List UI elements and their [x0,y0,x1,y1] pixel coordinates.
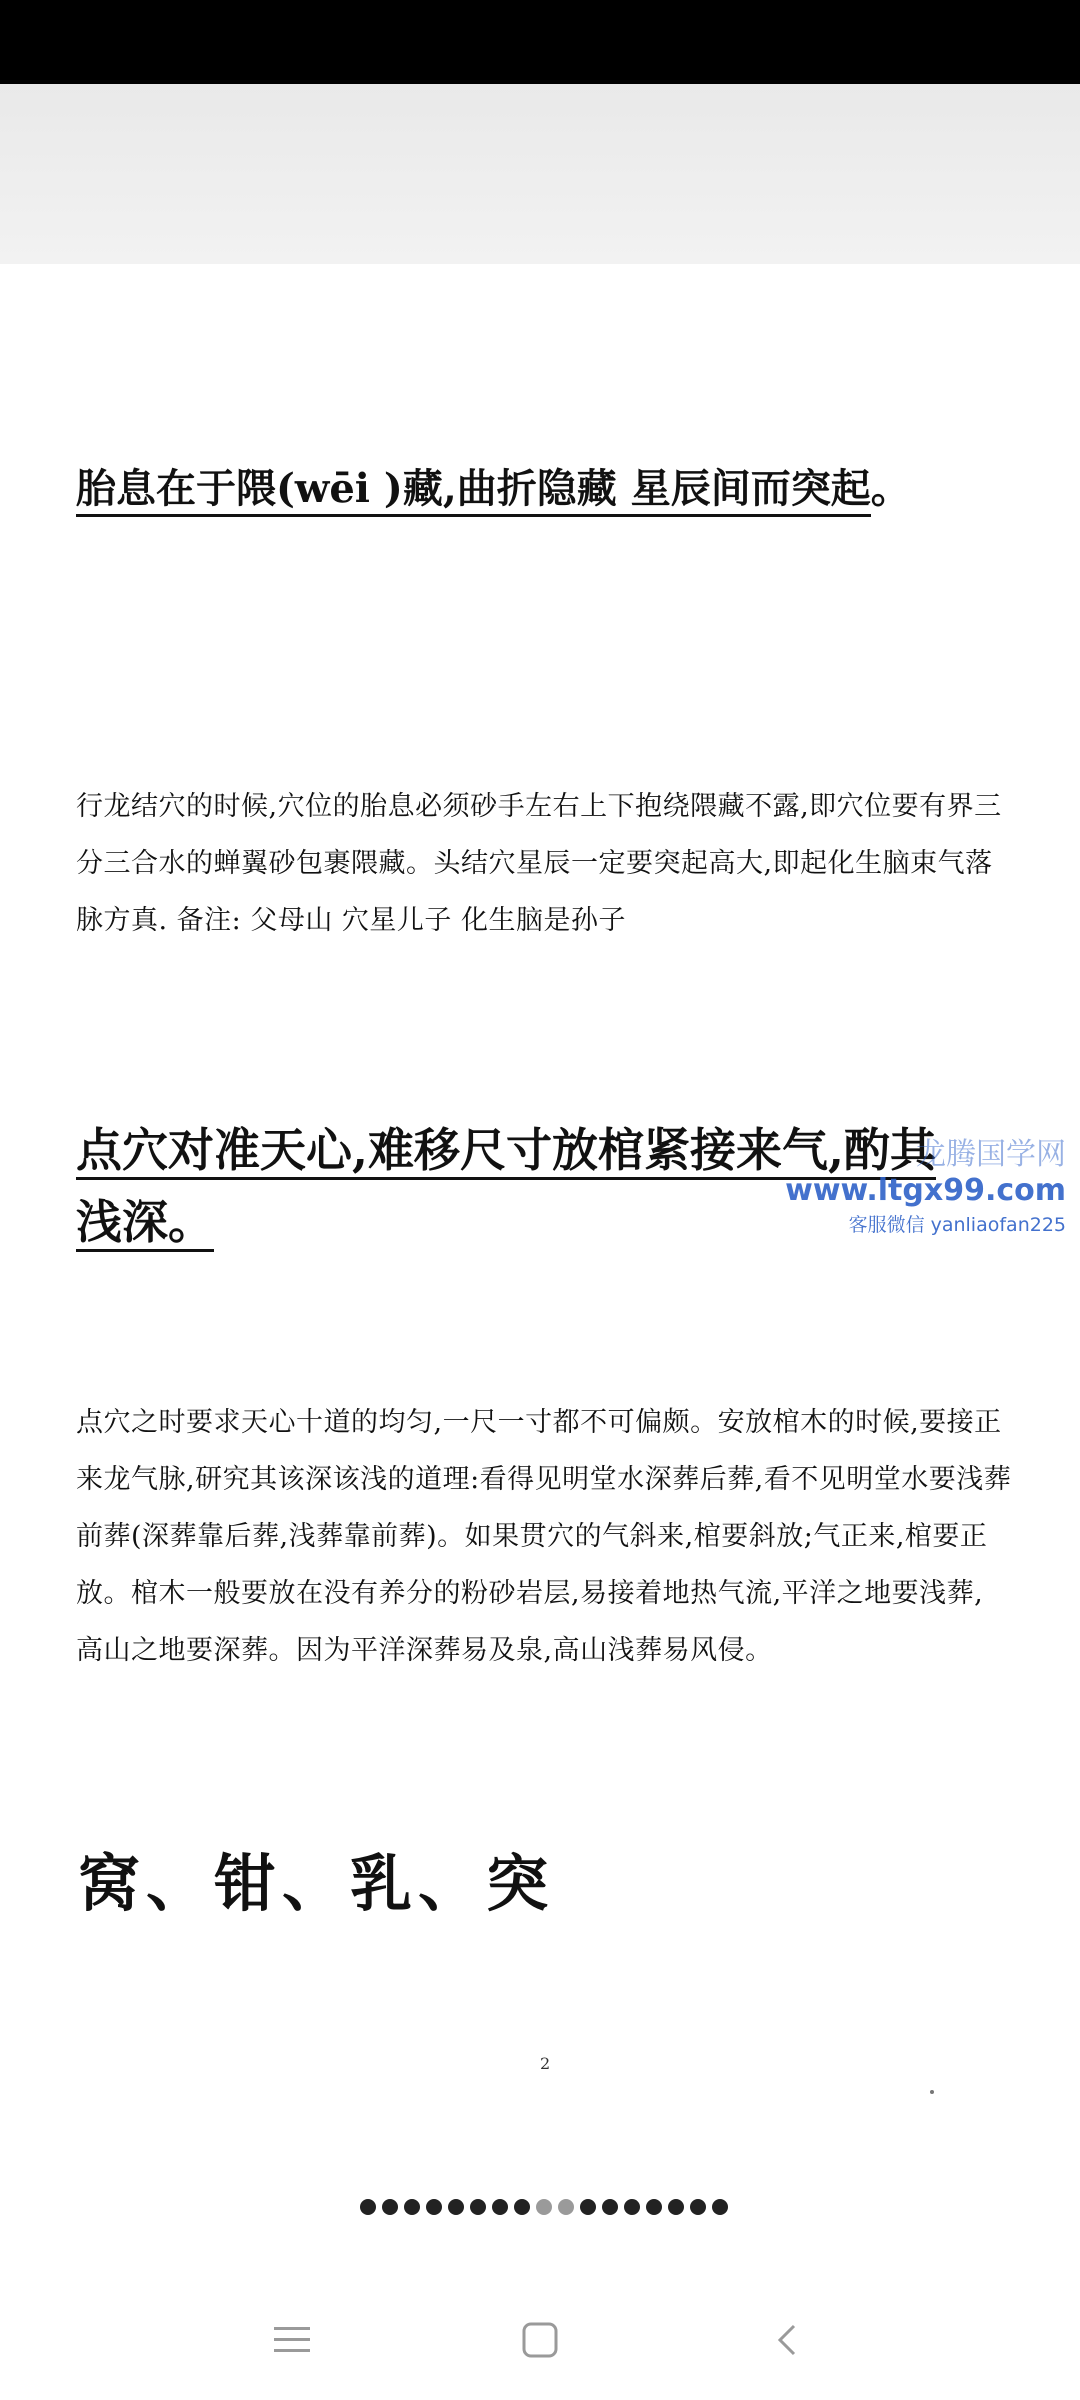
page-dot[interactable] [646,2199,662,2215]
page-dot[interactable] [558,2199,574,2215]
page-dot[interactable] [668,2199,684,2215]
heading-four-forms: 窝、钳、乳、突 [78,1847,555,1920]
back-chevron-icon[interactable] [758,2310,818,2370]
page-dot[interactable] [514,2199,530,2215]
paragraph-dragon-cave: 行龙结穴的时候,穴位的胎息必须砂手左右上下抱绕隈藏不露,即穴位要有界三分三合水的蝉翼砂包裹隈藏。头结穴星辰一定要突起高大,即起化生脑束气落脉方真. 备注: 父母山 穴星儿子 化生脑是孙子 [76,791,1002,936]
page-dot[interactable] [492,2199,508,2215]
page-dot[interactable] [448,2199,464,2215]
top-toolbar-area [0,84,1080,264]
watermark-title: 龙腾国学网 [916,1137,1066,1172]
page-dot[interactable] [602,2199,618,2215]
scan-speck [930,2090,934,2094]
page-dot[interactable] [470,2199,486,2215]
page-dot[interactable] [536,2199,552,2215]
page-dot[interactable] [624,2199,640,2215]
page-dot[interactable] [382,2199,398,2215]
page-dot[interactable] [580,2199,596,2215]
page-dot[interactable] [690,2199,706,2215]
heading-fetal-breath [76,464,976,514]
menu-icon[interactable] [262,2310,322,2370]
page-number: 2 [540,2054,551,2073]
paragraph-burial-depth: 点穴之时要求天心十道的均匀,一尺一寸都不可偏颇。安放棺木的时候,要接正来龙气脉,研究其该深该浅的道理:看得见明堂水深葬后葬,看不见明堂水要浅葬前葬(深葬靠后葬,浅葬靠前葬)。如果贯穴的气斜来,棺要斜放;气正来,棺要正放。棺木一般要放在没有养分的粉砂岩层,易接着地热气流,平洋之地要浅葬, 高山之地要深葬。因为平洋深葬易及泉,高山浅葬易风侵。 [76,1407,1012,1666]
status-bar [0,0,1080,84]
heading-fetal-breath-text: 胎息在于隈(wēi )藏,曲折隐藏 星辰间而突起 [76,465,871,517]
page-dot[interactable] [426,2199,442,2215]
page-dot[interactable] [712,2199,728,2215]
watermark-contact: 客服微信 yanliaofan225 [848,1214,1066,1236]
heading-point-cave-text: 点穴对准天心,难移尺寸放棺紧接来气,酌其浅深。 [76,1123,936,1252]
watermark [785,1138,1066,1240]
navigation-bar [0,2280,1080,2400]
watermark-url: www.ltgx99.com [785,1173,1066,1208]
page-dot[interactable] [404,2199,420,2215]
page-dot[interactable] [360,2199,376,2215]
home-square-icon[interactable] [510,2310,570,2370]
page-indicator[interactable] [360,2199,728,2221]
heading-fetal-breath-period: 。 [870,465,911,512]
